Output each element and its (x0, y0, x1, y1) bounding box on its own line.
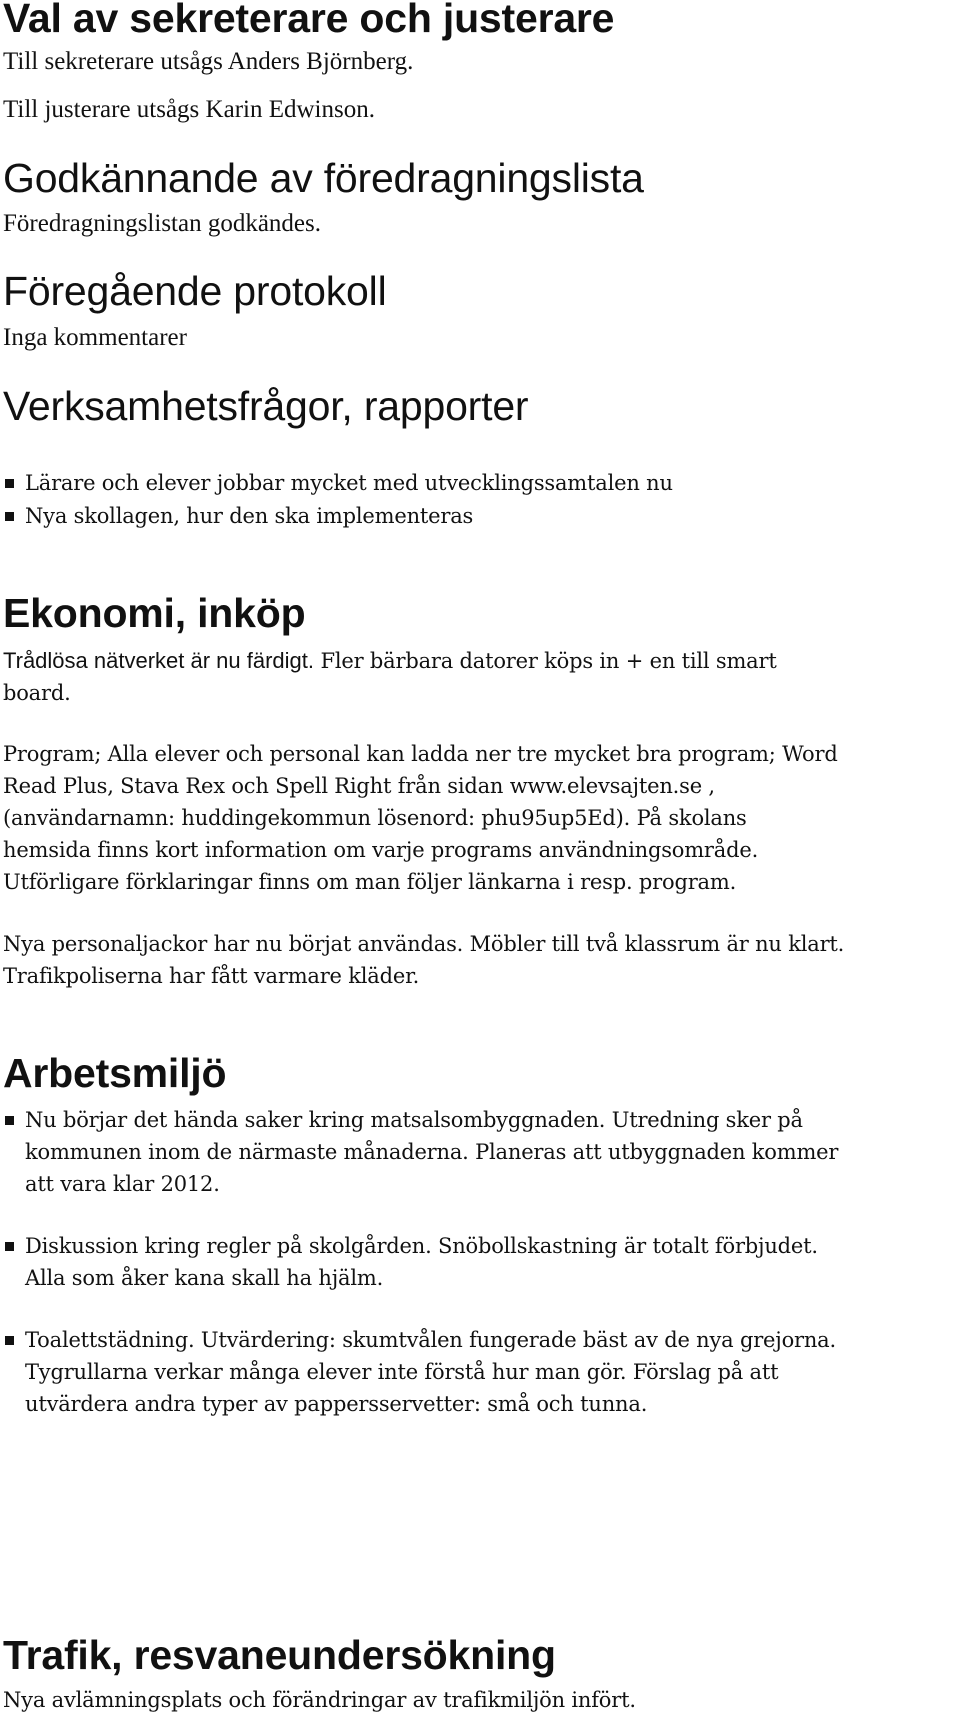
heading-protokoll: Föregående protokoll (3, 268, 387, 314)
heading-foredragningslista: Godkännande av föredragningslista (3, 155, 644, 201)
heading-verksamhet: Verksamhetsfrågor, rapporter (3, 383, 529, 429)
paragraph-program-line: (användarnamn: huddingekommun lösenord: phu95up5Ed). På skolans (3, 806, 747, 830)
heading-ekonomi: Ekonomi, inköp (3, 590, 306, 636)
list-item-text: Alla som åker kana skall ha hjälm. (25, 1266, 384, 1290)
list-item-text: Tygrullarna verkar många elever inte förstå hur man gör. Förslag på att (25, 1360, 779, 1384)
list-item-text: Diskussion kring regler på skolgården. Snöbollskastning är totalt förbjudet. (25, 1234, 818, 1258)
paragraph-program-line: hemsida finns kort information om varje programs användningsområde. (3, 838, 759, 862)
heading-arbetsmiljo: Arbetsmiljö (3, 1050, 227, 1096)
heading-sekreterare: Val av sekreterare och justerare (3, 0, 615, 41)
list-item-text: Toalettstädning. Utvärdering: skumtvålen fungerade bäst av de nya grejorna. (25, 1328, 836, 1352)
list-item-text: kommunen inom de närmaste månaderna. Planeras att utbyggnaden kommer (25, 1140, 839, 1164)
text-justerare: Till justerare utsågs Karin Edwinson. (3, 96, 375, 123)
text-datorer: Fler bärbara datorer köps in + en till smart (314, 649, 777, 673)
list-item-text: Nu börjar det hända saker kring matsalsombyggnaden. Utredning sker på (25, 1108, 803, 1132)
bullet-icon (5, 1242, 14, 1251)
bullet-icon (5, 479, 14, 488)
list-item-text: Nya skollagen, hur den ska implementeras (25, 504, 474, 528)
paragraph-program-line: Utförligare förklaringar finns om man följer länkarna i resp. program. (3, 870, 737, 894)
paragraph-program-line: Read Plus, Stava Rex och Spell Right från sidan www.elevsajten.se , (3, 774, 715, 798)
paragraph-program-line: Program; Alla elever och personal kan ladda ner tre mycket bra program; Word (3, 742, 838, 766)
bullet-icon (5, 1116, 14, 1125)
text-protokoll: Inga kommentarer (3, 324, 187, 351)
bullet-icon (5, 1336, 14, 1345)
text-trafik: Nya avlämningsplats och förändringar av trafikmiljön infört. (3, 1688, 636, 1712)
text-sekreterare: Till sekreterare utsågs Anders Björnberg. (3, 48, 414, 75)
bullet-icon (5, 512, 14, 521)
paragraph-jackor-line: Trafikpoliserna har fått varmare kläder. (3, 964, 420, 988)
list-item-text: Lärare och elever jobbar mycket med utvecklingssamtalen nu (25, 471, 673, 495)
list-item-text: utvärdera andra typer av pappersservetter: små och tunna. (25, 1392, 648, 1416)
text-natverk: Trådlösa nätverket är nu färdigt. (3, 648, 315, 673)
list-item-text: att vara klar 2012. (25, 1172, 220, 1196)
text-foredragningslista: Föredragningslistan godkändes. (3, 210, 322, 237)
text-board: board. (3, 681, 71, 705)
paragraph-jackor-line: Nya personaljackor har nu börjat användas. Möbler till två klassrum är nu klart. (3, 932, 845, 956)
heading-trafik: Trafik, resvaneundersökning (3, 1632, 556, 1678)
paragraph-ekonomi-1 (3, 644, 777, 678)
